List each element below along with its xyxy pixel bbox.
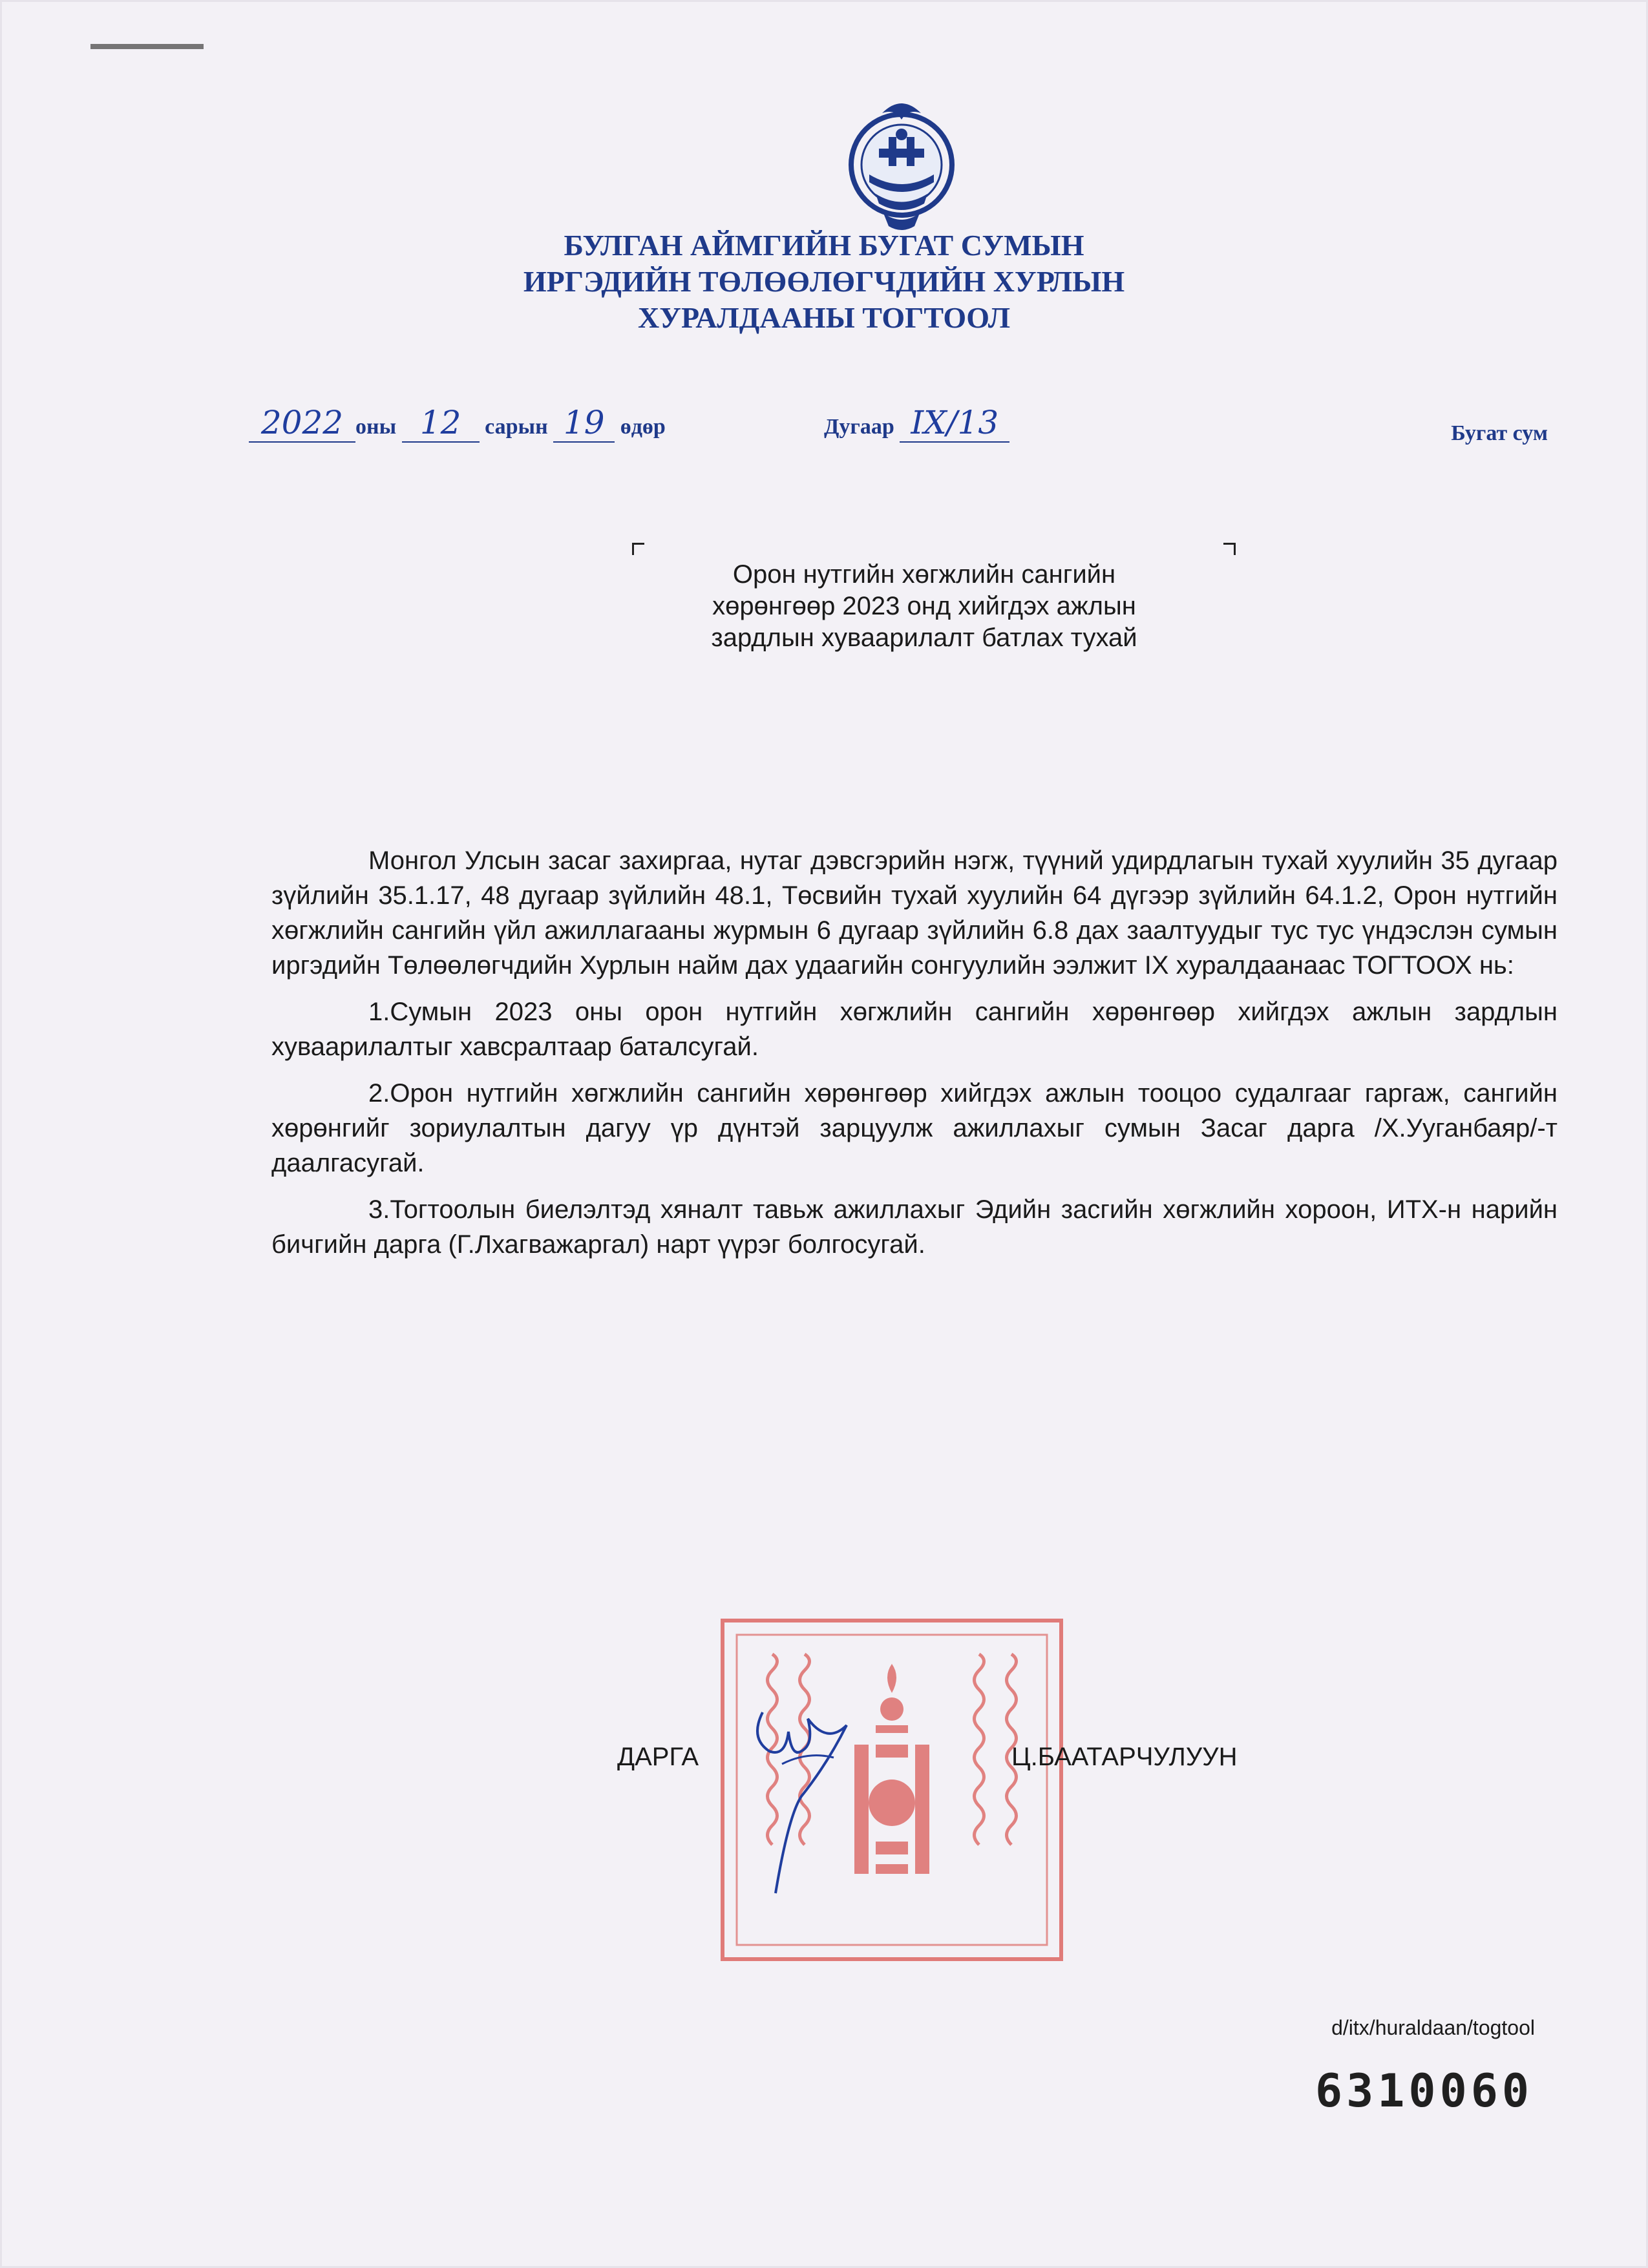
document-header bbox=[0, 227, 1648, 336]
number-label: Дугаар bbox=[824, 415, 894, 439]
day-suffix: өдөр bbox=[620, 415, 666, 439]
day-handwritten: 19 bbox=[553, 404, 615, 443]
signatory-name: Ц.БААТАРЧУЛУУН bbox=[1011, 1743, 1238, 1771]
resolution-item-1: 1.Сумын 2023 оны орон нутгийн хөгжлийн сангийн хөрөнгөөр хийгдэх ажлын зардлын хуваарилалтыг хавсралтаар баталсугай. bbox=[271, 998, 1558, 1061]
resolution-body bbox=[271, 843, 1558, 1274]
number-handwritten: IX/13 bbox=[900, 404, 1009, 443]
date-field bbox=[249, 404, 666, 443]
bracket-top-right bbox=[1223, 543, 1236, 555]
state-emblem-icon bbox=[843, 97, 960, 236]
resolution-subject bbox=[637, 559, 1212, 654]
header-line-3: ХУРАЛДААНЫ ТОГТООЛ bbox=[638, 301, 1010, 334]
subject-line-1: Орон нутгийн хөгжлийн сангийн bbox=[732, 560, 1116, 589]
year-handwritten: 2022 bbox=[249, 404, 355, 443]
serial-number: 6310060 bbox=[1315, 2064, 1534, 2117]
document-reference-path: d/itx/huraldaan/togtool bbox=[1331, 2016, 1535, 2039]
subject-line-2: хөрөнгөөр 2023 онд хийгдэх ажлын bbox=[712, 592, 1136, 620]
subject-line-3: зардлын хуваарилалт батлах тухай bbox=[711, 624, 1137, 652]
resolution-item-3: 3.Тогтоолын биелэлтэд хяналт тавьж ажиллахыг Эдийн засгийн хөгжлийн хороон, ИТХ-н нарийн бичгийн дарга (Г.Лхагважаргал) нарт үүрэг болгосугай. bbox=[271, 1195, 1558, 1259]
year-suffix: оны bbox=[355, 415, 397, 439]
header-line-2: ИРГЭДИЙН ТӨЛӨӨЛӨГЧДИЙН ХУРЛЫН bbox=[523, 265, 1125, 298]
month-handwritten: 12 bbox=[402, 404, 480, 443]
signatory-title: ДАРГА bbox=[617, 1743, 699, 1771]
resolution-item-2: 2.Орон нутгийн хөгжлийн сангийн хөрөнгөөр хийгдэх ажлын тооцоо судалгааг гаргаж, сангийн хөрөнгийг зориулалтын дагуу үр дүнтэй зарцуулж ажиллахыг сумын Засаг дарга /Х.Ууганбаяр/-т даалгасугай. bbox=[271, 1079, 1558, 1177]
number-field bbox=[824, 404, 1009, 443]
month-suffix: сарын bbox=[485, 415, 548, 439]
bracket-top-left bbox=[632, 543, 644, 555]
place-name: Бугат сум bbox=[1451, 421, 1548, 445]
handwritten-signature bbox=[737, 1686, 872, 1900]
preamble-paragraph: Монгол Улсын засаг захиргаа, нутаг дэвсгэрийн нэгж, түүний удирдлагын тухай хуулийн 35 дугаар зүйлийн 35.1.17, 48 дугаар зүйлийн 48.1, Төсвийн тухай хуулийн 64 дүгээр зүйлийн 64.1.2, Орон нутгийн хөгжлийн сангийн үйл ажиллагааны журмын 6 дугаар зүйлийн 6.8 дах заалтуудыг тус тус үндэслэн сумын иргэдийн Төлөөлөгчдийн Хурлын найм дах удаагийн сонгуулийн ээлжит IX хуралдаанаас ТОГТООХ нь: bbox=[271, 846, 1558, 980]
header-line-1: БУЛГАН АЙМГИЙН БУГАТ СУМЫН bbox=[564, 229, 1084, 262]
